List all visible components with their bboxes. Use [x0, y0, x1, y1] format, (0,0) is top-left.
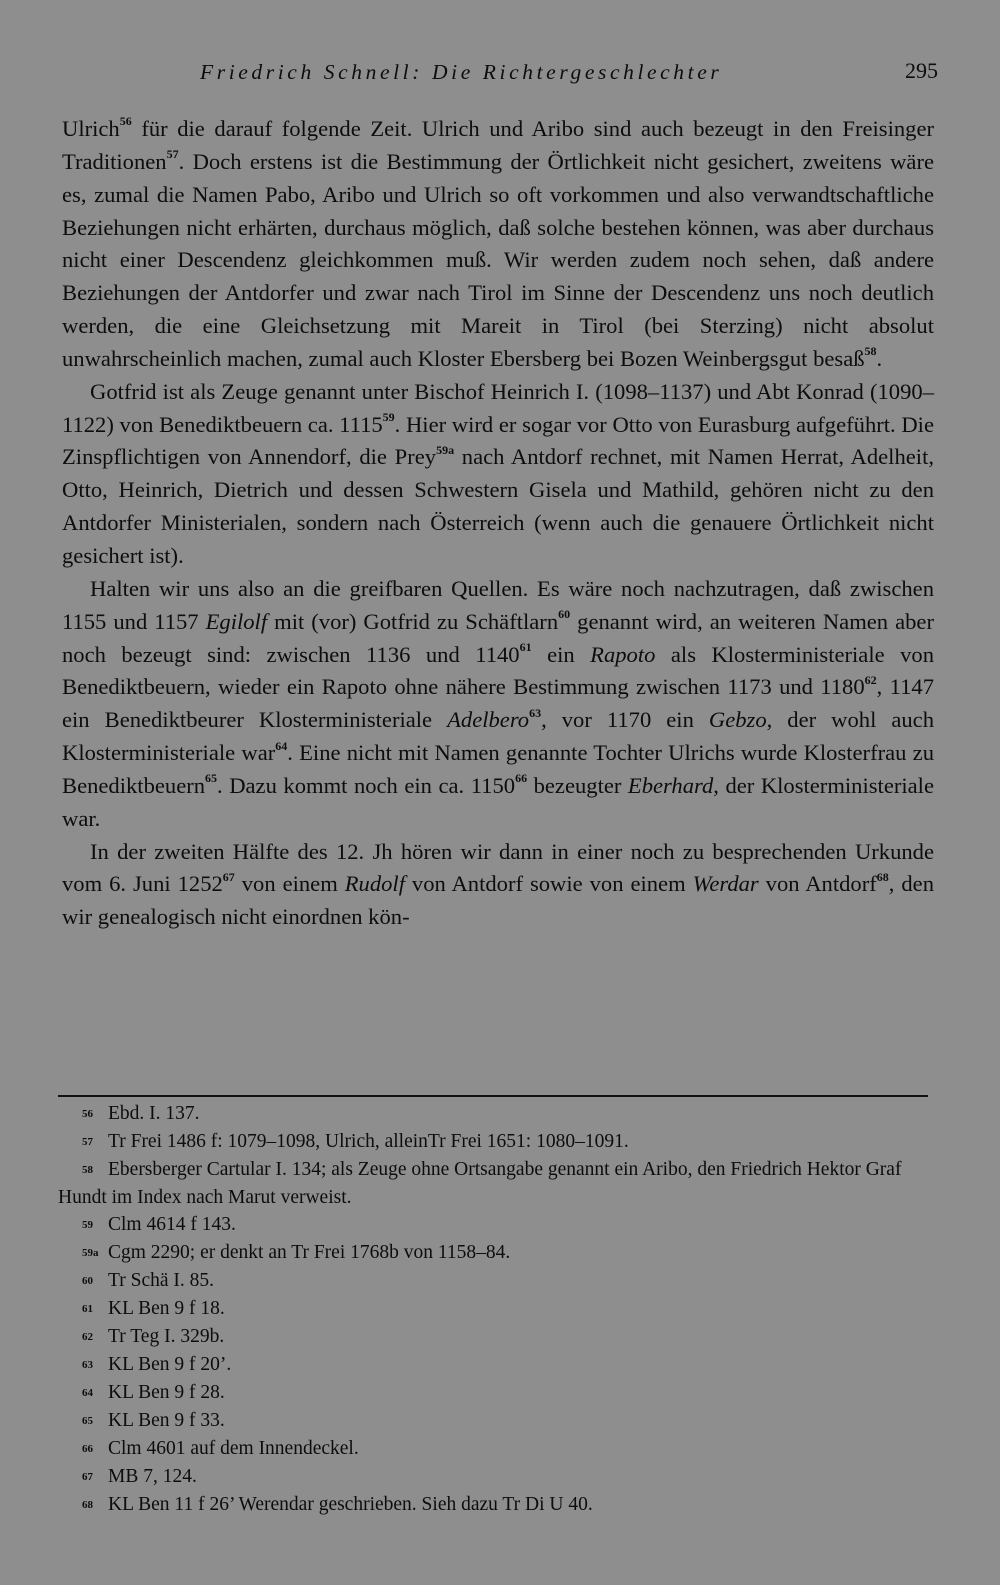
text-run: bezeugter — [527, 772, 628, 798]
footnote-mark: 60 — [82, 1275, 93, 1287]
footnote-mark: 65 — [82, 1415, 93, 1427]
text-run: In der zweiten Hälfte des 12. Jh hören wir dann in einer noch zu besprechenden Urkunde vom 6. Juni 1252 — [62, 838, 934, 897]
footnote-60 — [58, 1267, 930, 1295]
footnote-text: KL Ben 9 f 20’. — [108, 1354, 232, 1375]
text-run: . Hier wird er sogar vor Otto von Eurasburg aufgeführt. Die Zinspflichtigen von Annendorf, die Prey — [62, 411, 934, 470]
footnote-text: Clm 4614 f 143. — [108, 1214, 236, 1235]
running-header — [60, 56, 938, 90]
footnote-mark: 61 — [82, 1303, 93, 1315]
person-name: Adelbero — [447, 707, 530, 733]
text-run: , den wir genealogisch nicht einordnen kön- — [62, 871, 934, 930]
footnote-text: Ebd. I. 137. — [108, 1103, 200, 1124]
footnote-mark: 57 — [82, 1136, 93, 1148]
text-run: für die darauf folgende Zeit. Ulrich und Aribo sind auch bezeugt in den Freisinger Traditionen — [62, 116, 934, 174]
footnote-text: Tr Frei 1486 f: 1079–1098, Ulrich, alleinTr Frei 1651: 1080–1091. — [108, 1131, 629, 1152]
footnote-58 — [58, 1156, 930, 1211]
footnote-56 — [58, 1100, 930, 1128]
text-run: . — [876, 345, 883, 371]
footnote-ref: 61 — [519, 639, 532, 654]
footnote-mark: 58 — [82, 1164, 93, 1176]
footnote-ref: 56 — [119, 114, 132, 129]
footnote-ref: 67 — [222, 869, 235, 884]
footnote-62 — [58, 1323, 930, 1351]
footnote-text: Clm 4601 auf dem Innendeckel. — [108, 1438, 359, 1459]
footnote-66 — [58, 1435, 930, 1463]
text-run: , der wohl auch Klosterministeriale war — [62, 707, 935, 766]
footnote-text: KL Ben 11 f 26’ Werendar geschrieben. Sieh dazu Tr Di U 40. — [108, 1494, 593, 1515]
footnote-68 — [58, 1491, 930, 1519]
text-run: . Doch erstens ist die Bestimmung der Örtlichkeit nicht gesichert, zweitens wäre es, zumal die Namen Pabo, Aribo und Ulrich so oft vorkommen und also verwandtschaftliche Beziehungen nicht erhärten, durchaus möglich, daß solche bestehen können, was aber durchaus nicht einer Descendenz gleichkommen muß. Wir werden zudem noch sehen, daß andere Beziehungen der Antdorfer und zwar nach Tirol im Sinne der Descendenz uns noch deutlich werden, die eine Gleichsetzung mit Mareit in Tirol (bei Sterzing) nicht absolut unwahrscheinlich machen, zumal auch Kloster Ebersberg bei Bozen Weinbergsgut besaß — [62, 148, 934, 371]
footnote-64 — [58, 1379, 930, 1407]
paragraph-1 — [62, 113, 934, 376]
text-run: nach Antdorf rechnet, mit Namen Herrat, Adelheit, Otto, Heinrich, Dietrich und dessen Schwestern Gisela und Mathild, gehören nicht zu den Antdorfer Ministerialen, sondern nach Österreich (wenn auch die genauere Örtlichkeit nicht gesichert ist). — [62, 444, 934, 568]
footnote-ref: 62 — [864, 672, 877, 687]
footnote-ref: 58 — [864, 344, 877, 359]
footnote-text: Cgm 2290; er denkt an Tr Frei 1768b von 1158–84. — [108, 1242, 511, 1263]
footnote-text: MB 7, 124. — [108, 1466, 197, 1487]
text-run: ein — [531, 641, 591, 667]
text-run: Gotfrid ist als Zeuge genannt unter Bischof Heinrich I. (1098–1137) und Abt Konrad (1090–1122) von Benediktbeuern ca. 1115 — [62, 378, 934, 437]
paragraph-4 — [62, 836, 934, 935]
footnote-59 — [58, 1211, 930, 1239]
footnote-text: Ebersberger Cartular I. 134; als Zeuge ohne Ortsangabe genannt ein Aribo, den Friedrich Hektor Graf Hundt im Index nach Marut verweist. — [58, 1159, 902, 1208]
running-head-title: Friedrich Schnell: Die Richtergeschlechter — [200, 60, 723, 84]
text-run: von einem — [234, 871, 345, 897]
footnote-ref: 59 — [382, 410, 395, 425]
paragraph-2 — [62, 376, 934, 573]
footnote-ref: 63 — [529, 705, 542, 720]
footnotes — [58, 1100, 930, 1519]
footnote-text: KL Ben 9 f 18. — [108, 1298, 225, 1319]
main-text — [62, 113, 934, 934]
person-name: Werdar — [692, 871, 759, 897]
person-name: Rudolf — [344, 871, 405, 897]
footnote-mark: 62 — [82, 1331, 93, 1343]
footnote-text: Tr Teg I. 329b. — [108, 1326, 225, 1347]
footnote-61 — [58, 1295, 930, 1323]
person-name: Egilolf — [205, 608, 268, 634]
footnote-57 — [58, 1128, 930, 1156]
page-number: 295 — [905, 58, 938, 83]
footnote-mark: 56 — [82, 1108, 93, 1120]
footnote-ref: 59a — [436, 442, 455, 457]
footnote-text: Tr Schä I. 85. — [108, 1270, 214, 1291]
footnote-ref: 65 — [205, 771, 218, 786]
footnote-mark: 59a — [82, 1247, 99, 1259]
footnote-text: KL Ben 9 f 33. — [108, 1410, 225, 1431]
footnote-63 — [58, 1351, 930, 1379]
footnote-text: KL Ben 9 f 28. — [108, 1382, 225, 1403]
text-run: . Dazu kommt noch ein ca. 1150 — [217, 772, 516, 798]
text-run: . Eine nicht mit Namen genannte Tochter Ulrichs wurde Klosterfrau zu Benediktbeuern — [62, 740, 934, 798]
footnote-67 — [58, 1463, 930, 1491]
person-name: Gebzo — [708, 707, 767, 733]
text-run: Halten wir uns also an die greifbaren Quellen. Es wäre noch nachzutragen, daß zwischen 1155 und 1157 — [62, 575, 934, 634]
text-run: , der Klosterministeriale war. — [62, 772, 934, 831]
footnote-mark: 66 — [82, 1443, 93, 1455]
person-name: Eberhard — [627, 772, 714, 798]
footnote-mark: 63 — [82, 1359, 93, 1371]
footnote-divider — [58, 1095, 928, 1097]
text-run: als Klosterministeriale von Benediktbeuern, wieder ein Rapoto ohne nähere Bestimmung zwischen 1173 und 1180 — [62, 641, 934, 700]
footnote-ref: 64 — [275, 738, 288, 753]
footnote-mark: 67 — [82, 1471, 93, 1483]
footnote-ref: 68 — [876, 869, 889, 884]
text-run: mit (vor) Gotfrid zu Schäftlarn — [267, 608, 559, 634]
text-run: , 1147 ein Benediktbeurer Klosterministeriale — [62, 674, 934, 733]
person-name: Rapoto — [590, 641, 656, 667]
text-run: von Antdorf sowie von einem — [404, 871, 693, 897]
text-run: Ulrich — [62, 116, 120, 141]
footnote-mark: 64 — [82, 1387, 93, 1399]
footnote-ref: 57 — [166, 147, 179, 162]
footnote-65 — [58, 1407, 930, 1435]
text-run: genannt wird, an weiteren Namen aber noch bezeugt sind: zwischen 1136 und 1140 — [62, 608, 934, 667]
footnote-mark: 59 — [82, 1219, 93, 1231]
footnote-ref: 60 — [558, 607, 571, 622]
text-run: , vor 1170 ein — [541, 707, 709, 733]
footnote-59a — [58, 1239, 930, 1267]
footnote-ref: 66 — [515, 771, 528, 786]
paragraph-3 — [62, 573, 934, 836]
text-run: von Antdorf — [758, 871, 877, 897]
footnote-mark: 68 — [82, 1499, 93, 1511]
